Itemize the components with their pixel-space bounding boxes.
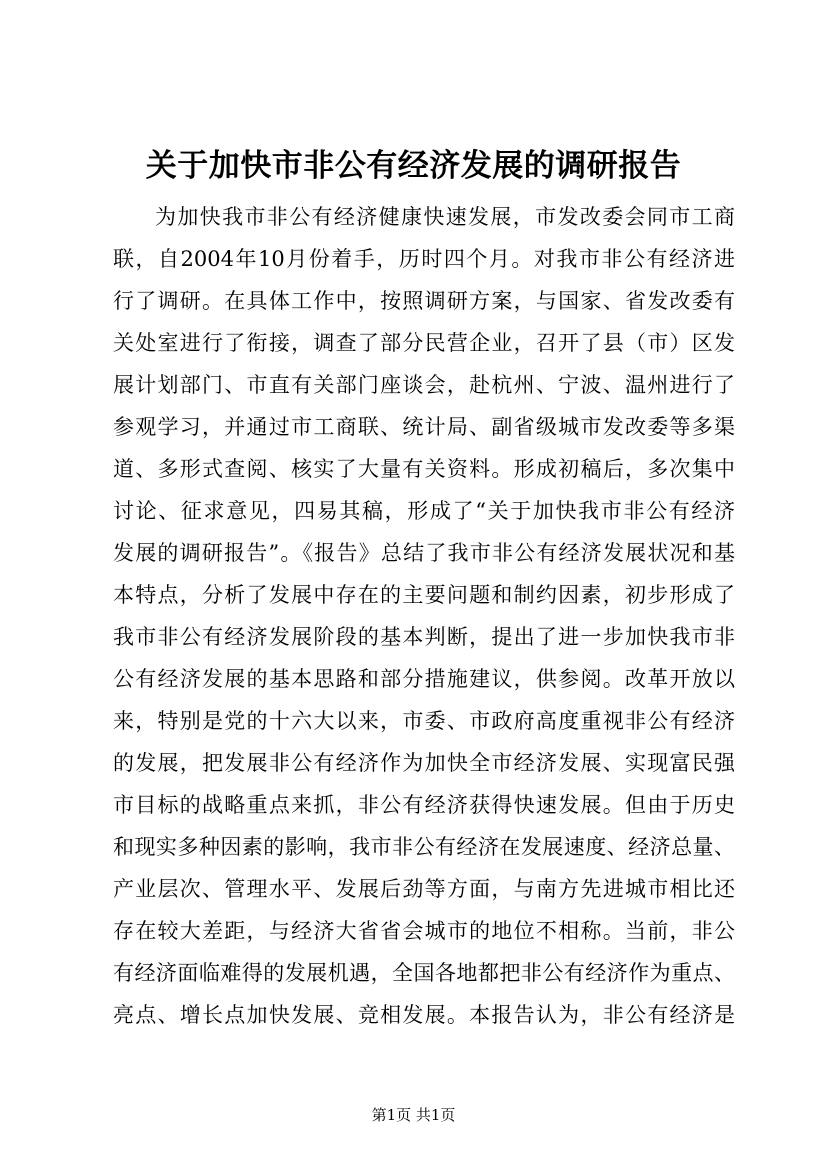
body-line: 发展的调研报告”。《报告》总结了我市非公有经济发展状况和基: [113, 541, 735, 565]
body-line: 有经济面临难得的发展机遇，全国各地都把非公有经济作为重点、: [113, 961, 735, 985]
body-line: 存在较大差距，与经济大省省会城市的地位不相称。当前，非公: [113, 919, 735, 943]
body-line: 和现实多种因素的影响，我市非公有经济在发展速度、经济总量、: [113, 835, 735, 859]
body-line: 来，特别是党的十六大以来，市委、市政府高度重视非公有经济: [113, 709, 735, 733]
body-line: 亮点、增长点加快发展、竞相发展。本报告认为，非公有经济是: [113, 1003, 735, 1027]
page-number-footer: 第1页 共1页: [371, 1106, 456, 1124]
document-body: [113, 196, 735, 1036]
body-line: 的发展，把发展非公有经济作为加快全市经济发展、实现富民强: [113, 751, 735, 775]
body-line: 关处室进行了衔接，调查了部分民营企业，召开了县（市）区发: [113, 331, 735, 355]
body-line: 联，自2004年10月份着手，历时四个月。对我市非公有经济进: [113, 247, 735, 271]
body-line: 我市非公有经济发展阶段的基本判断，提出了进一步加快我市非: [113, 625, 735, 649]
body-line: 本特点，分析了发展中存在的主要问题和制约因素，初步形成了: [113, 583, 735, 607]
body-line: 市目标的战略重点来抓，非公有经济获得快速发展。但由于历史: [113, 793, 735, 817]
body-line: 参观学习，并通过市工商联、统计局、副省级城市发改委等多渠: [113, 415, 735, 439]
body-line: 公有经济发展的基本思路和部分措施建议，供参阅。改革开放以: [113, 667, 735, 691]
document-title: 关于加快市非公有经济发展的调研报告: [145, 148, 682, 184]
body-line: 展计划部门、市直有关部门座谈会，赴杭州、宁波、温州进行了: [113, 373, 735, 397]
body-line: 道、多形式查阅、核实了大量有关资料。形成初稿后，多次集中: [113, 457, 735, 481]
body-line: 为加快我市非公有经济健康快速发展，市发改委会同市工商: [155, 205, 735, 229]
body-line: 产业层次、管理水平、发展后劲等方面，与南方先进城市相比还: [113, 877, 735, 901]
body-line: 行了调研。在具体工作中，按照调研方案，与国家、省发改委有: [113, 289, 735, 313]
body-line: 讨论、征求意见，四易其稿，形成了“关于加快我市非公有经济: [113, 499, 735, 523]
